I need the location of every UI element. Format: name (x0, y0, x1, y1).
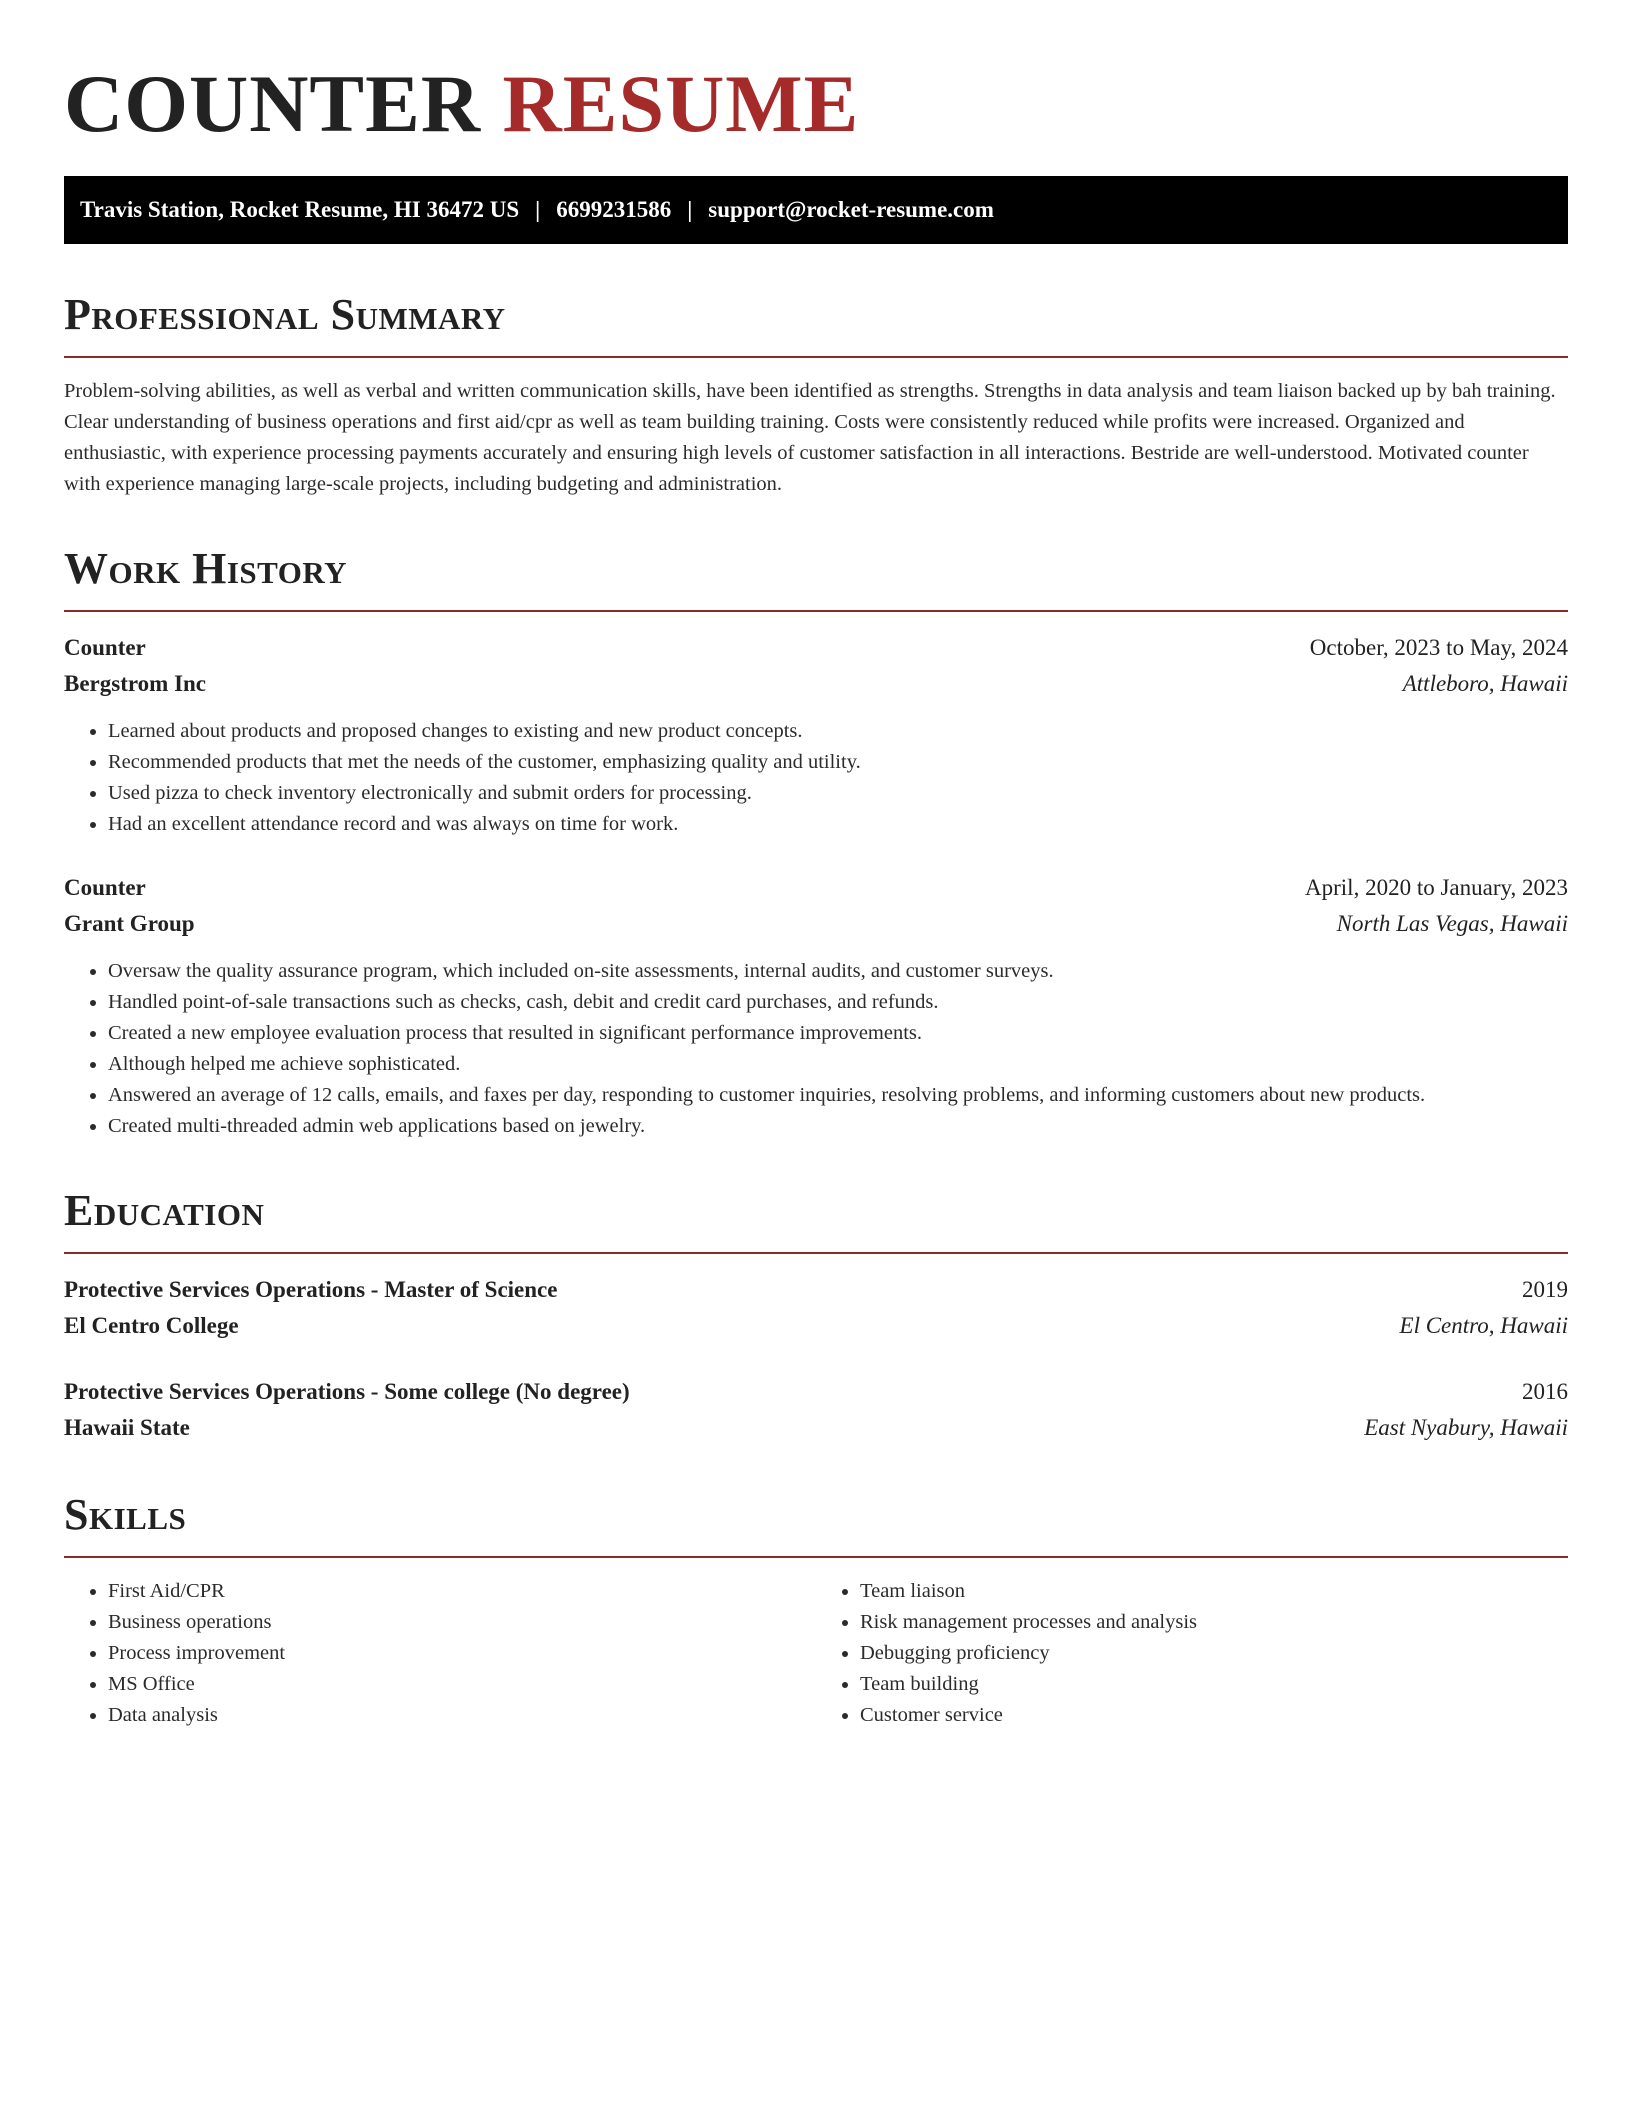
email: support@rocket-resume.com (708, 197, 994, 222)
contact-separator: | (687, 197, 693, 222)
skill-item: • Team building (860, 1669, 1568, 1700)
graduation-year: 2016 (1522, 1379, 1568, 1404)
school: El Centro College (64, 1313, 239, 1338)
last-name: RESUME (502, 58, 860, 149)
skills-section (64, 1490, 1568, 1731)
job-role: Counter (64, 635, 146, 660)
contact-bar (64, 176, 1568, 244)
section-title: Skills (64, 1490, 187, 1539)
section-title: Work History (64, 544, 348, 593)
section-title: Professional Summary (64, 290, 506, 339)
skill-item: • Business operations (108, 1607, 816, 1638)
job-bullets (64, 716, 1568, 840)
job-entry (64, 630, 1568, 840)
list-item: • Used pizza to check inventory electronically and submit orders for processing. (108, 778, 1568, 809)
list-item: • Oversaw the quality assurance program, which included on-site assessments, internal audits, and customer surveys. (108, 956, 1568, 987)
contact-separator: | (535, 197, 541, 222)
education-section (64, 1186, 1568, 1446)
skill-item: • Risk management processes and analysis (860, 1607, 1568, 1638)
skills-columns (64, 1576, 1568, 1731)
skill-item: • First Aid/CPR (108, 1576, 816, 1607)
section-divider (64, 1556, 1568, 1558)
job-entry (64, 870, 1568, 1142)
list-item: • Answered an average of 12 calls, emails, and faxes per day, responding to customer inquiries, resolving problems, and informing customers about new products. (108, 1080, 1568, 1111)
list-item: • Had an excellent attendance record and was always on time for work. (108, 809, 1568, 840)
education-entry (64, 1272, 1568, 1344)
job-role: Counter (64, 875, 146, 900)
section-divider (64, 1252, 1568, 1254)
summary-text: Problem-solving abilities, as well as verbal and written communication skills, have been identified as strengths. Strengths in data analysis and team liaison backed up by bah training. Clear understanding of business operations and first aid/cpr as well as team building training. Costs were consistently reduced while profits were increased. Organized and enthusiastic, with experience processing payments accurately and ensuring high levels of customer satisfaction in all interactions. Bestride are well-understood. Motivated counter with experience managing large-scale projects, including budgeting and administration. (64, 380, 1556, 495)
address: Travis Station, Rocket Resume, HI 36472 US (80, 197, 520, 222)
list-item: • Learned about products and proposed changes to existing and new product concepts. (108, 716, 1568, 747)
skill-item: • Data analysis (108, 1700, 816, 1731)
section-divider (64, 610, 1568, 612)
list-item: • Recommended products that met the needs of the customer, emphasizing quality and utility. (108, 747, 1568, 778)
skill-item: • Process improvement (108, 1638, 816, 1669)
skill-item: • Debugging proficiency (860, 1638, 1568, 1669)
graduation-year: 2019 (1522, 1277, 1568, 1302)
degree: Protective Services Operations - Some college (No degree) (64, 1379, 630, 1404)
list-item: • Handled point-of-sale transactions such as checks, cash, debit and credit card purchases, and refunds. (108, 987, 1568, 1018)
job-location: North Las Vegas, Hawaii (1336, 911, 1568, 936)
job-bullets (64, 956, 1568, 1142)
candidate-name (64, 56, 1568, 152)
list-item: • Created multi-threaded admin web applications based on jewelry. (108, 1111, 1568, 1142)
section-title: Education (64, 1186, 265, 1235)
phone: 6699231586 (556, 197, 672, 222)
job-company: Grant Group (64, 911, 195, 936)
skill-item: • Customer service (860, 1700, 1568, 1731)
summary-section (64, 290, 1568, 500)
job-location: Attleboro, Hawaii (1402, 671, 1568, 696)
education-entry (64, 1374, 1568, 1446)
skill-item: • Team liaison (860, 1576, 1568, 1607)
school-location: El Centro, Hawaii (1399, 1313, 1568, 1338)
skills-list-left (64, 1576, 816, 1731)
skills-list-right (816, 1576, 1568, 1731)
degree: Protective Services Operations - Master of Science (64, 1277, 558, 1302)
work-history-section (64, 544, 1568, 1142)
list-item: • Created a new employee evaluation process that resulted in significant performance improvements. (108, 1018, 1568, 1049)
first-name: COUNTER (64, 58, 482, 149)
job-dates: April, 2020 to January, 2023 (1305, 875, 1568, 900)
school: Hawaii State (64, 1415, 190, 1440)
job-company: Bergstrom Inc (64, 671, 207, 696)
list-item: • Although helped me achieve sophisticated. (108, 1049, 1568, 1080)
section-divider (64, 356, 1568, 358)
job-dates: October, 2023 to May, 2024 (1309, 635, 1568, 660)
school-location: East Nyabury, Hawaii (1364, 1415, 1568, 1440)
skill-item: • MS Office (108, 1669, 816, 1700)
